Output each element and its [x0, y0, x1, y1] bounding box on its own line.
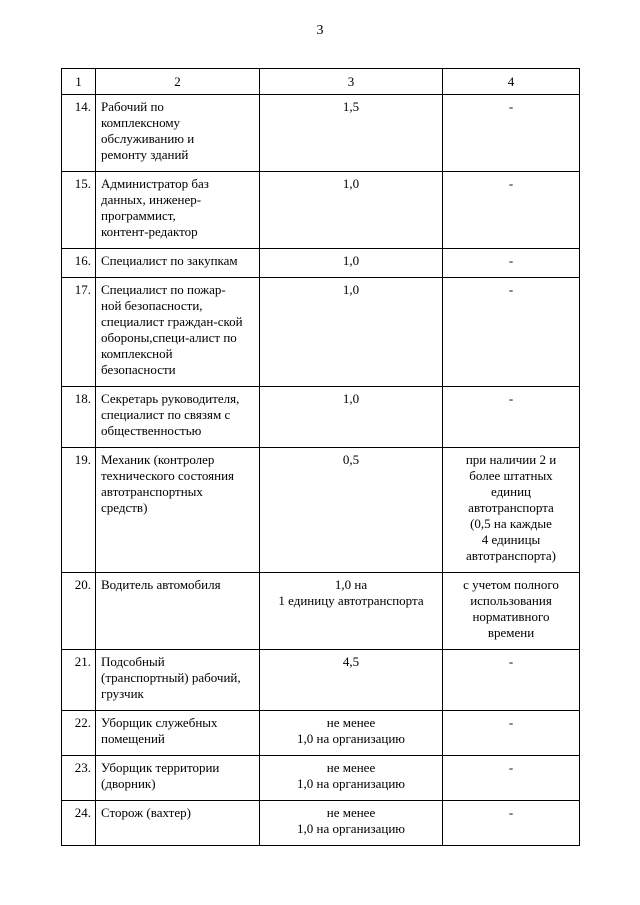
- row-number: 22.: [62, 711, 96, 756]
- column-header-3: 3: [260, 69, 443, 95]
- page-number: 3: [316, 23, 324, 38]
- row-note: -: [443, 95, 580, 172]
- table-row: [62, 711, 580, 756]
- staff-norm: 1,0: [260, 172, 443, 249]
- position-name: Администратор баз данных, инженер- программист, контент-редактор: [96, 172, 260, 249]
- staffing-table: [61, 68, 580, 846]
- table-row: [62, 278, 580, 387]
- row-note: -: [443, 756, 580, 801]
- staff-norm: 4,5: [260, 650, 443, 711]
- row-number: 14.: [62, 95, 96, 172]
- position-name: Уборщик служебных помещений: [96, 711, 260, 756]
- staff-norm: 1,0 на 1 единицу автотранспорта: [260, 573, 443, 650]
- column-header-4: 4: [443, 69, 580, 95]
- row-number: 19.: [62, 448, 96, 573]
- staff-norm: 0,5: [260, 448, 443, 573]
- row-number: 17.: [62, 278, 96, 387]
- table-row: [62, 650, 580, 711]
- table-row: [62, 387, 580, 448]
- row-note: -: [443, 172, 580, 249]
- row-note: -: [443, 650, 580, 711]
- row-note: -: [443, 711, 580, 756]
- staff-norm: 1,5: [260, 95, 443, 172]
- table-header-row: [62, 69, 580, 95]
- position-name: Уборщик территории (дворник): [96, 756, 260, 801]
- row-note: с учетом полного использования нормативного времени: [443, 573, 580, 650]
- table-row: [62, 249, 580, 278]
- table-row: [62, 172, 580, 249]
- staff-norm: 1,0: [260, 387, 443, 448]
- table-row: [62, 756, 580, 801]
- position-name: Подсобный (транспортный) рабочий, грузчик: [96, 650, 260, 711]
- staff-norm: 1,0: [260, 249, 443, 278]
- position-name: Секретарь руководителя, специалист по связям с общественностью: [96, 387, 260, 448]
- column-header-1: 1: [62, 69, 96, 95]
- row-number: 21.: [62, 650, 96, 711]
- position-name: Сторож (вахтер): [96, 801, 260, 846]
- row-number: 23.: [62, 756, 96, 801]
- row-number: 15.: [62, 172, 96, 249]
- table-row: [62, 801, 580, 846]
- row-note: -: [443, 387, 580, 448]
- position-name: Специалист по закупкам: [96, 249, 260, 278]
- column-header-2: 2: [96, 69, 260, 95]
- row-number: 20.: [62, 573, 96, 650]
- staff-norm: не менее 1,0 на организацию: [260, 756, 443, 801]
- position-name: Водитель автомобиля: [96, 573, 260, 650]
- row-number: 18.: [62, 387, 96, 448]
- row-number: 16.: [62, 249, 96, 278]
- table-row: [62, 95, 580, 172]
- staff-norm: не менее 1,0 на организацию: [260, 801, 443, 846]
- table-row: [62, 448, 580, 573]
- staff-norm: 1,0: [260, 278, 443, 387]
- table-row: [62, 573, 580, 650]
- position-name: Рабочий по комплексному обслуживанию и ремонту зданий: [96, 95, 260, 172]
- staff-norm: не менее 1,0 на организацию: [260, 711, 443, 756]
- row-number: 24.: [62, 801, 96, 846]
- row-note: -: [443, 278, 580, 387]
- position-name: Специалист по пожар- ной безопасности, специалист граждан-ской обороны,специ-алист по комплексной безопасности: [96, 278, 260, 387]
- table-body: [62, 95, 580, 846]
- row-note: -: [443, 801, 580, 846]
- row-note: при наличии 2 и более штатных единиц автотранспорта (0,5 на каждые 4 единицы автотранспорта): [443, 448, 580, 573]
- row-note: -: [443, 249, 580, 278]
- position-name: Механик (контролер технического состояния автотранспортных средств): [96, 448, 260, 573]
